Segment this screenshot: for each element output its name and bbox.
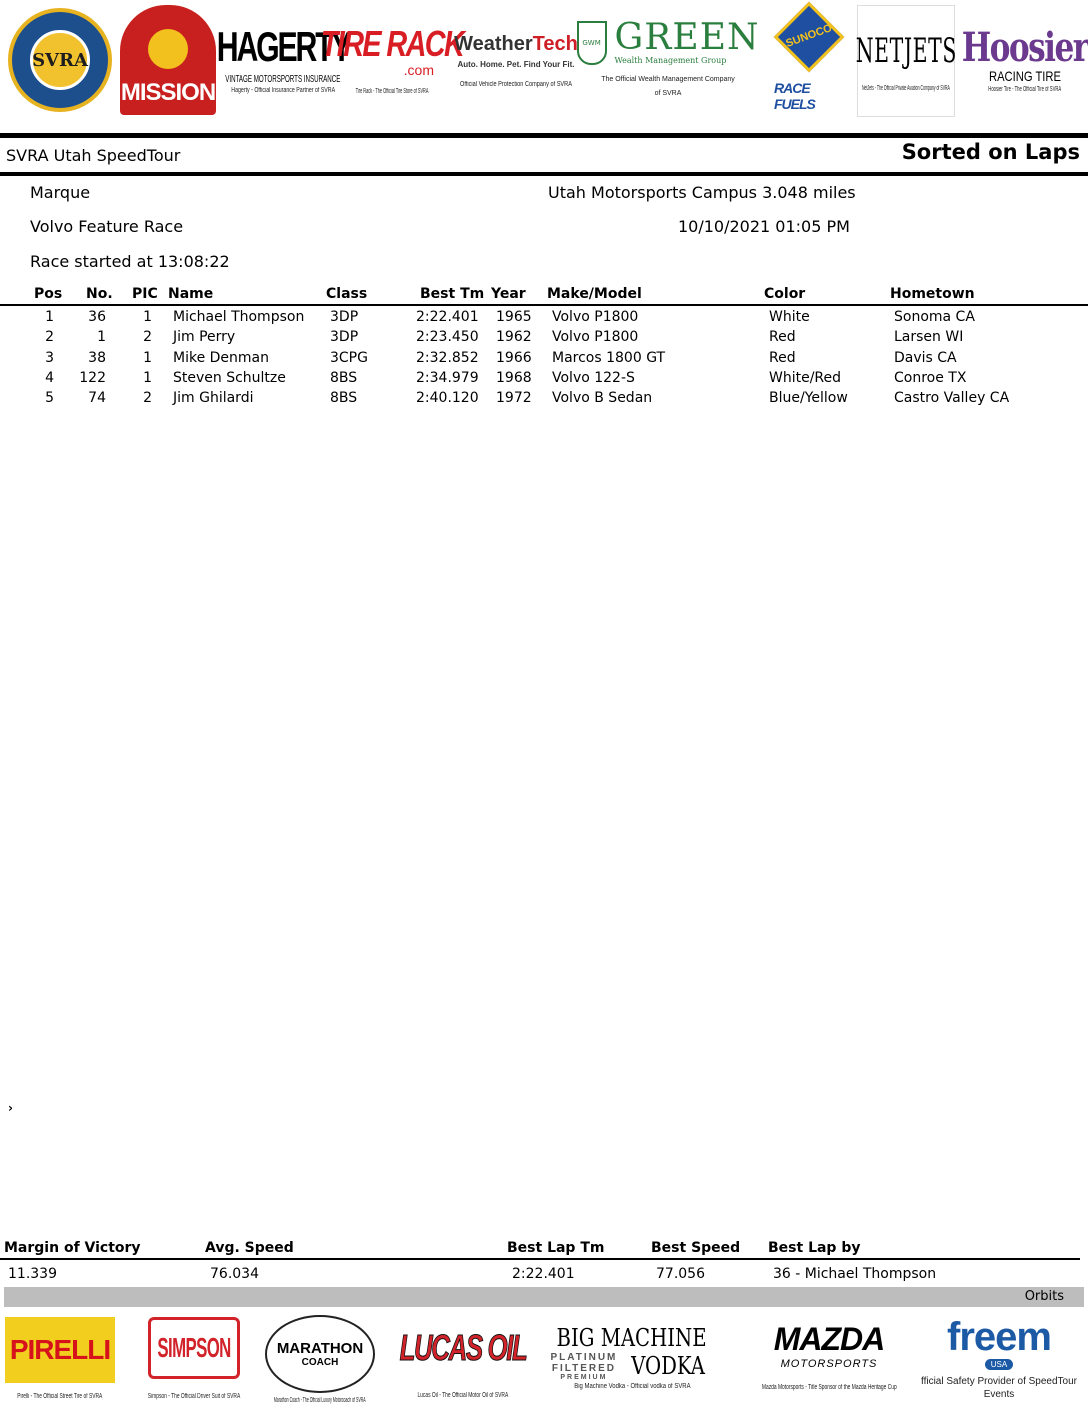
cell-hometown: Sonoma CA [894, 309, 975, 325]
cell-year: 1966 [496, 350, 532, 366]
freem-caption-2: Events [983, 1388, 1015, 1400]
svra-badge [8, 8, 112, 112]
sunoco-diamond-icon [778, 6, 840, 80]
pirelli-badge [5, 1317, 115, 1383]
pirelli-wordmark: PIRELLI [9, 1333, 111, 1365]
cell-hometown: Davis CA [894, 350, 957, 366]
simpson-wordmark: SIMPSON [157, 1331, 231, 1363]
col-pos: Pos [34, 286, 63, 302]
big-machine-caption: Big Machine Vodka - Official vodka of SVRA [573, 1382, 691, 1390]
header-rule-bottom [0, 172, 1088, 176]
table-row [0, 309, 1088, 329]
lucas-oil-logo [392, 1312, 534, 1404]
race-name: Volvo Feature Race [30, 217, 184, 236]
cell-hometown: Castro Valley CA [894, 390, 1010, 406]
weathertech-word-tech: Tech [532, 32, 578, 55]
hoosier-caption: Hoosier Tire - The Official Tire of SVRA [988, 85, 1062, 93]
hagerty-wordmark: HAGERTY [216, 23, 350, 70]
col-make-model: Make/Model [547, 286, 642, 302]
pirelli-caption: Pirelli - The Official Street Tire of SVRA [17, 1392, 103, 1400]
weathertech-caption: Official Vehicle Protection Company of SVRA [460, 80, 572, 88]
cell-make-model: Volvo 122-S [552, 370, 635, 386]
netjets-wordmark: NETJETS [855, 30, 957, 71]
mission-sun-icon [148, 29, 188, 69]
marathon-tagline: COACH [301, 1356, 339, 1368]
cell-no: 74 [88, 390, 106, 406]
cell-color: Red [769, 350, 796, 366]
cell-no: 122 [79, 370, 106, 386]
sponsor-logos-top [0, 0, 1088, 122]
summary-best-lap-label: Best Lap Tm [507, 1240, 605, 1256]
summary-best-lap-value: 2:22.401 [512, 1266, 575, 1282]
summary-margin-value: 11.339 [8, 1266, 57, 1282]
cell-pic: 1 [143, 370, 152, 386]
lucas-oil-caption: Lucas Oil - The Official Motor Oil of SVRA [417, 1391, 509, 1399]
cell-name: Mike Denman [173, 350, 269, 366]
sunoco-wordmark: SUNOCO [784, 22, 834, 50]
green-shield-icon: GWM [577, 21, 607, 65]
table-row [0, 390, 1088, 410]
cell-pos: 2 [45, 329, 54, 345]
tirerack-wordmark: TIRE RACK [320, 22, 464, 64]
cell-pic: 1 [143, 309, 152, 325]
cell-no: 38 [88, 350, 106, 366]
cell-pos: 1 [45, 309, 54, 325]
cell-pos: 5 [45, 390, 54, 406]
col-name: Name [168, 286, 214, 302]
col-hometown: Hometown [890, 286, 975, 302]
summary-best-speed-value: 77.056 [656, 1266, 705, 1282]
cell-make-model: Marcos 1800 GT [552, 350, 666, 366]
cell-make-model: Volvo B Sedan [552, 390, 653, 406]
race-datetime: 10/10/2021 01:05 PM [678, 217, 850, 236]
big-machine-filtered: FILTERED [551, 1362, 616, 1374]
cell-color: White [769, 309, 810, 325]
mission-wordmark: MISSION [120, 79, 216, 106]
cell-class: 3CPG [330, 350, 368, 366]
simpson-caption: Simpson - The Official Driver Suit of SVRA [147, 1392, 241, 1400]
cell-class: 3DP [330, 329, 359, 345]
cell-pos: 4 [45, 370, 54, 386]
cell-no: 36 [88, 309, 106, 325]
cell-best-tm: 2:22.401 [416, 309, 479, 325]
weathertech-word-weather: Weather [454, 32, 533, 55]
cell-year: 1972 [496, 390, 532, 406]
table-row [0, 370, 1088, 390]
summary-best-lap-by-value: 36 - Michael Thompson [773, 1266, 937, 1282]
lucas-oil-badge [394, 1318, 532, 1378]
hoosier-wordmark: Hoosier [962, 23, 1088, 71]
col-pic: PIC [132, 286, 158, 302]
cell-hometown: Larsen WI [894, 329, 964, 345]
table-row [0, 350, 1088, 370]
tirerack-logo [320, 8, 464, 112]
col-class: Class [326, 286, 368, 302]
mazda-caption: Mazda Motorsports - Title Sponsor of the Mazda Heritage Cup [761, 1384, 897, 1391]
stray-mark: › [8, 1101, 13, 1115]
netjets-box [857, 5, 955, 117]
netjets-logo [856, 4, 956, 118]
summary-rule [0, 1258, 1080, 1260]
summary-best-speed-label: Best Speed [651, 1240, 741, 1256]
hagerty-caption: Hagerty - Official Insurance Partner of SVRA [231, 87, 335, 94]
weathertech-tagline: Auto. Home. Pet. Find Your Fit. [457, 59, 575, 69]
cell-name: Steven Schultze [173, 370, 286, 386]
green-lockup [577, 17, 760, 66]
hoosier-logo [962, 6, 1088, 114]
sort-label: Sorted on Laps [901, 140, 1080, 164]
marathon-badge [265, 1315, 375, 1393]
cell-color: Blue/Yellow [769, 390, 848, 406]
simpson-logo [140, 1312, 248, 1404]
mazda-logo [740, 1308, 918, 1404]
sunoco-race-fuels: RACE FUELS [774, 80, 815, 112]
freem-usa-badge: USA [985, 1359, 1013, 1370]
orbits-bar [4, 1287, 1084, 1307]
cell-make-model: Volvo P1800 [552, 309, 639, 325]
big-machine-premium: PREMIUM [560, 1373, 608, 1381]
summary-margin-label: Margin of Victory [4, 1240, 141, 1256]
cell-no: 1 [97, 329, 106, 345]
svra-mark: SVRA [30, 30, 90, 90]
hoosier-tagline: RACING TIRE [988, 67, 1061, 84]
summary-avg-speed-label: Avg. Speed [205, 1240, 294, 1256]
cell-year: 1962 [496, 329, 532, 345]
green-wordmark: GREEN [614, 17, 760, 59]
cell-pos: 3 [45, 350, 54, 366]
cell-best-tm: 2:34.979 [416, 370, 479, 386]
cell-pic: 2 [143, 390, 152, 406]
tirerack-dotcom: .com [403, 61, 434, 78]
netjets-caption: NetJets - The Official Private Aviation Company of SVRA [862, 84, 950, 92]
col-no: No. [86, 286, 113, 302]
summary-best-lap-by-label: Best Lap by [768, 1240, 861, 1256]
col-best-tm: Best Tm [420, 286, 485, 302]
col-color: Color [764, 286, 806, 302]
sunoco-logo [774, 6, 844, 112]
freem-caption: fficial Safety Provider of SpeedTour [920, 1375, 1077, 1387]
cell-best-tm: 2:32.852 [416, 350, 479, 366]
lucas-oil-wordmark: LUCAS OIL [399, 1326, 527, 1368]
big-machine-vodka: VODKA [631, 1351, 706, 1380]
mazda-wordmark: MAZDA [773, 1321, 885, 1357]
simpson-badge [148, 1317, 240, 1379]
results-table-header [0, 286, 1088, 306]
freem-wordmark: freem [947, 1314, 1051, 1359]
weathertech-logo [450, 20, 582, 100]
green-tagline: Wealth Management Group [614, 56, 727, 66]
mission-logo [118, 4, 218, 116]
table-row [0, 329, 1088, 349]
hagerty-tagline: VINTAGE MOTORSPORTS INSURANCE [225, 74, 341, 85]
cell-make-model: Volvo P1800 [552, 329, 639, 345]
cell-name: Michael Thompson [173, 309, 305, 325]
freem-logo [914, 1312, 1084, 1404]
cell-year: 1965 [496, 309, 532, 325]
cell-best-tm: 2:40.120 [416, 390, 479, 406]
big-machine-wordmark: BIG MACHINE [556, 1324, 708, 1353]
group-name: Marque [30, 183, 91, 202]
track-name: Utah Motorsports Campus 3.048 miles [548, 183, 856, 202]
svra-logo [4, 4, 116, 116]
cell-color: Red [769, 329, 796, 345]
cell-class: 3DP [330, 309, 359, 325]
weathertech-wordmark [454, 33, 578, 56]
pirelli-logo [4, 1312, 116, 1404]
big-machine-logo [540, 1310, 724, 1406]
big-machine-platinum: PLATINUM [550, 1351, 618, 1363]
cell-color: White/Red [769, 370, 842, 386]
cell-class: 8BS [330, 390, 358, 406]
marathon-logo [258, 1314, 382, 1404]
orbits-label: Orbits [1024, 1289, 1064, 1304]
green-logo [582, 10, 760, 110]
marathon-wordmark: MARATHON [276, 1339, 364, 1357]
cell-year: 1968 [496, 370, 532, 386]
cell-class: 8BS [330, 370, 358, 386]
cell-pic: 1 [143, 350, 152, 366]
tirerack-caption: Tire Rack - The Official Tire Store of SVRA [355, 87, 429, 95]
header-rule-top [0, 133, 1088, 138]
col-year: Year [491, 286, 526, 302]
cell-name: Jim Perry [173, 329, 236, 345]
mission-badge [120, 5, 216, 115]
marathon-caption: Marathon Coach - The Official Luxury Motorcoach of SVRA [274, 1396, 366, 1404]
mazda-tagline: MOTORSPORTS [780, 1358, 878, 1370]
event-title: SVRA Utah SpeedTour [6, 146, 181, 165]
cell-name: Jim Ghilardi [173, 390, 254, 406]
cell-pic: 2 [143, 329, 152, 345]
green-caption: The Official Wealth Management Company of SVRA [601, 76, 735, 97]
race-start-time: Race started at 13:08:22 [30, 252, 230, 271]
cell-hometown: Conroe TX [894, 370, 967, 386]
cell-best-tm: 2:23.450 [416, 329, 479, 345]
summary-avg-speed-value: 76.034 [210, 1266, 259, 1282]
